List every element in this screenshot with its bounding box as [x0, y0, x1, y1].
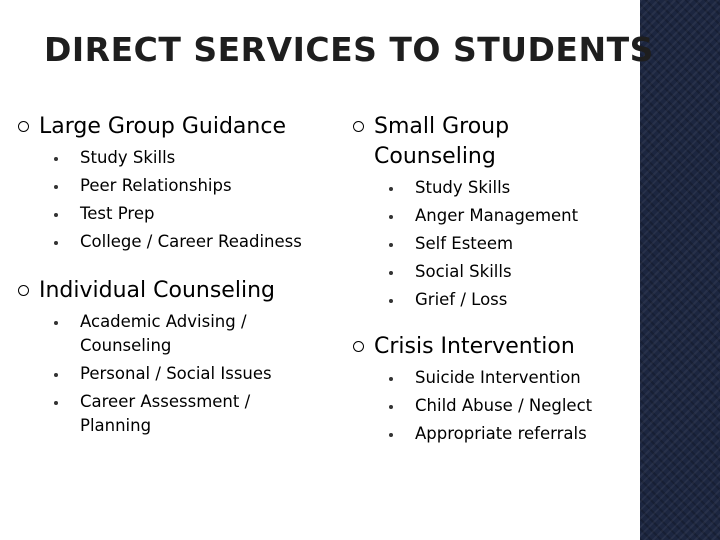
list-item [54, 230, 338, 254]
section-heading: Individual Counseling [39, 278, 275, 303]
list-item-text: Self Esteem [415, 234, 514, 253]
list-item-text: Suicide Intervention [415, 368, 581, 387]
section-header [18, 112, 338, 142]
dot-bullet-icon [54, 321, 58, 325]
dot-bullet-icon [389, 299, 393, 303]
list-item [389, 260, 638, 284]
list-item-text: Peer Relationships [80, 176, 232, 195]
list-item [54, 174, 338, 198]
slide-title: DIRECT SERVICES TO STUDENTS [44, 30, 654, 69]
list-item [389, 366, 638, 390]
dot-bullet-icon [389, 215, 393, 219]
dot-bullet-icon [54, 373, 58, 377]
section-individual-counseling [18, 276, 338, 438]
bullet-list [353, 366, 638, 446]
list-item [389, 288, 638, 312]
list-item-text: Child Abuse / Neglect [415, 396, 593, 415]
list-item [54, 362, 338, 386]
list-item-text: College / Career Readiness [80, 232, 302, 251]
list-item [389, 232, 638, 256]
list-item-text: Personal / Social Issues [80, 364, 272, 383]
list-item-text: Study Skills [80, 148, 176, 167]
list-item-text: Grief / Loss [415, 290, 508, 309]
dot-bullet-icon [389, 433, 393, 437]
section-heading: Crisis Intervention [374, 334, 575, 359]
list-item [54, 310, 338, 358]
section-header [353, 332, 638, 362]
dot-bullet-icon [54, 401, 58, 405]
dot-bullet-icon [54, 213, 58, 217]
section-crisis-intervention [353, 332, 638, 446]
list-item [389, 422, 638, 446]
dot-bullet-icon [54, 241, 58, 245]
dot-bullet-icon [54, 185, 58, 189]
list-item-text: Study Skills [415, 178, 511, 197]
list-item-text: Academic Advising / Counseling [80, 312, 247, 355]
bullet-list [353, 176, 638, 312]
dot-bullet-icon [389, 405, 393, 409]
list-item [54, 146, 338, 170]
list-item-text: Appropriate referrals [415, 424, 587, 443]
list-item [389, 204, 638, 228]
list-item [389, 176, 638, 200]
list-item-text: Anger Management [415, 206, 579, 225]
circle-bullet-icon [18, 285, 29, 296]
dot-bullet-icon [389, 187, 393, 191]
circle-bullet-icon [353, 341, 364, 352]
section-heading: Large Group Guidance [39, 114, 286, 139]
section-header [353, 112, 638, 172]
dot-bullet-icon [54, 157, 58, 161]
section-large-group-guidance [18, 112, 338, 254]
list-item-text: Test Prep [80, 204, 155, 223]
list-item-text: Social Skills [415, 262, 512, 281]
decorative-side-band [640, 0, 720, 540]
circle-bullet-icon [18, 121, 29, 132]
list-item [389, 394, 638, 418]
left-column [18, 112, 338, 438]
section-header [18, 276, 338, 306]
dot-bullet-icon [389, 271, 393, 275]
circle-bullet-icon [353, 121, 364, 132]
right-column [353, 112, 638, 446]
list-item [54, 202, 338, 226]
bullet-list [18, 310, 338, 438]
section-heading: Small Group Counseling [374, 114, 510, 169]
section-small-group-counseling [353, 112, 638, 312]
list-item [54, 390, 338, 438]
dot-bullet-icon [389, 243, 393, 247]
list-item-text: Career Assessment / Planning [80, 392, 251, 435]
dot-bullet-icon [389, 377, 393, 381]
bullet-list [18, 146, 338, 254]
